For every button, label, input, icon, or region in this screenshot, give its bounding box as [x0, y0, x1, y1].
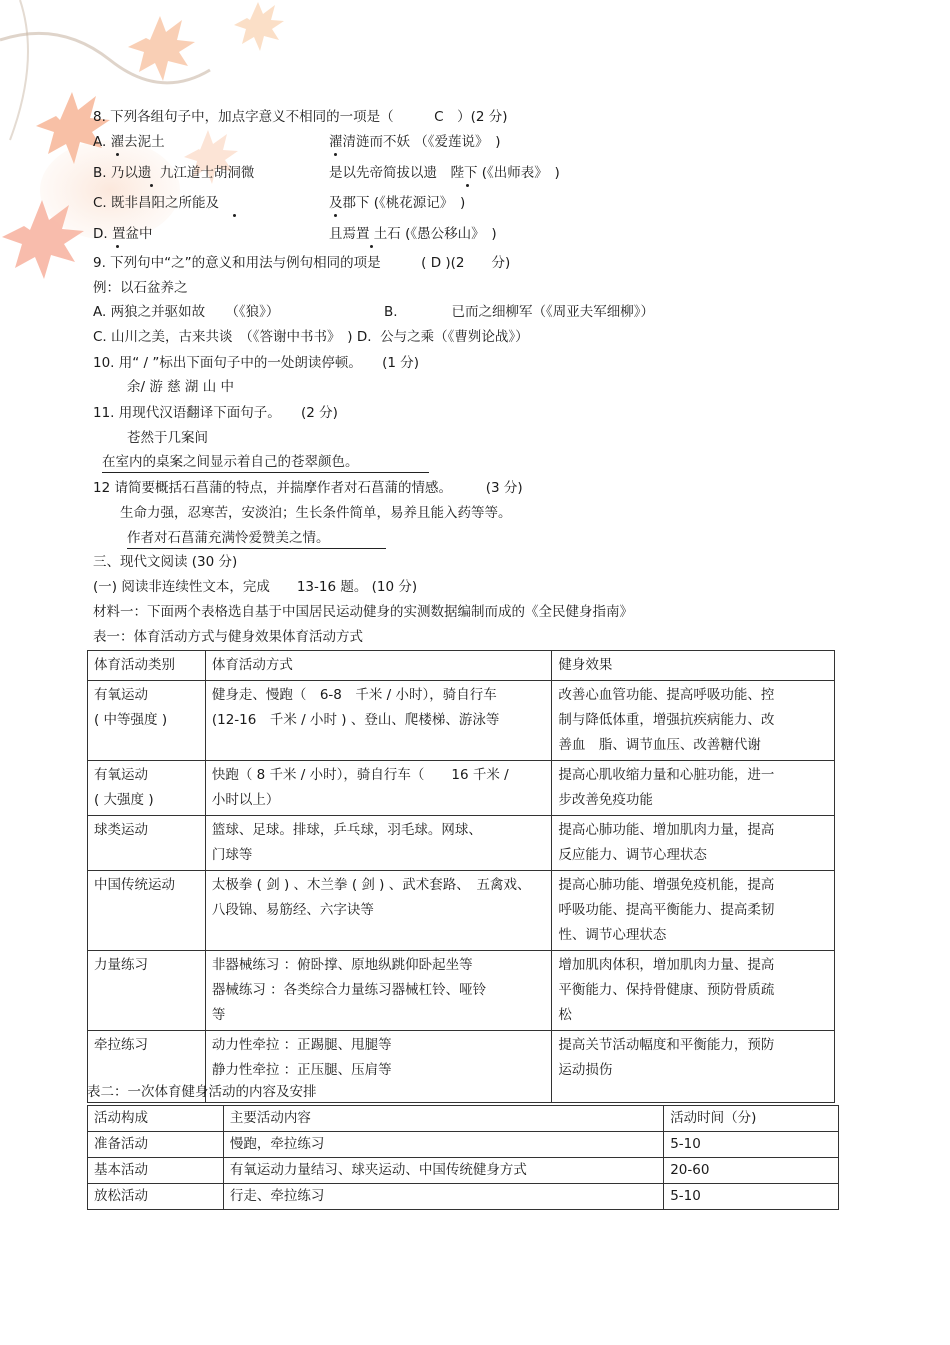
table-row: [88, 1158, 839, 1184]
q11-stem: 11. 用现代汉语翻译下面句子。 (2 分): [93, 405, 338, 421]
fitness-table-1: [87, 650, 835, 1103]
emphasis-dot: [370, 245, 373, 248]
emphasis-dot: [334, 214, 337, 217]
table-cell: 慢跑，牵拉练习: [223, 1132, 663, 1158]
q12-answer-1: 生命力强，忍寒苦，安淡泊；生长条件简单，易养且能入药等等。: [120, 505, 512, 521]
table-cell: 增加肌肉体积，增加肌肉力量、提高 平衡能力、保持骨健康、预防骨质疏 松: [552, 951, 835, 1031]
table-cell: 牵拉练习: [88, 1031, 206, 1103]
table-cell: 20-60: [664, 1158, 839, 1184]
table-cell: 有氧运动力量结习、球夹运动、中国传统健身方式: [223, 1158, 663, 1184]
q8-option-c-right: 及郡下 (《桃花源记》 ): [329, 195, 466, 211]
table-header-row: [88, 1106, 839, 1132]
table-row: [88, 761, 835, 816]
table-row: [88, 816, 835, 871]
q8-option-d-right: 且焉置 土石 (《愚公移山》 ): [329, 226, 497, 242]
table-cell: 太极拳 ( 剑 ) 、木兰拳 ( 剑 ) 、武术套路、 五禽戏、 八段锦、易筋经、六字诀等: [205, 871, 552, 951]
table-cell: 篮球、足球。排球，乒乓球，羽毛球。网球、 门球等: [205, 816, 552, 871]
table-header-cell: 活动构成: [88, 1106, 224, 1132]
q10-stem: 10. 用“ / ”标出下面句子中的一处朗读停顿。 (1 分): [93, 355, 420, 371]
section-title: 三、现代文阅读 (30 分): [93, 554, 238, 570]
table-cell: 改善心血管功能、提高呼吸功能、控 制与降低体重，增强抗疾病能力、改 善血 脂、调节血压、改善糖代谢: [552, 681, 835, 761]
table-header-cell: 主要活动内容: [223, 1106, 663, 1132]
table-row: [88, 681, 835, 761]
table-header-row: [88, 651, 835, 681]
fitness-table-2: [87, 1105, 839, 1210]
table-cell: 提高心肺功能、增强免疫机能，提高 呼吸功能、提高平衡能力、提高柔韧 性、调节心理状态: [552, 871, 835, 951]
section-subtitle: (一) 阅读非连续性文本，完成 13-16 题。 (10 分): [93, 579, 418, 595]
q8-option-b-right: 是以先帝简拔以遗 陛下 (《出师表》 ): [329, 165, 560, 181]
q9-option-a: A. 两狼之并驱如故 （《狼》）: [93, 304, 280, 320]
emphasis-dot: [116, 245, 119, 248]
material-intro: 材料一：下面两个表格选自基于中国居民运动健身的实测数据编制而成的《全民健身指南》: [93, 604, 633, 620]
q11-answer: 在室内的桌案之间显示着自己的苍翠颜色。: [102, 453, 429, 473]
q10-sentence: 余/ 游 慈 湖 山 中: [127, 379, 235, 395]
q9-stem: 9. 下列句中“之”的意义和用法与例句相同的项是 ( D )(2 分): [93, 255, 511, 271]
q8-option-d-left: D. 置盆中: [93, 226, 153, 242]
table-cell: 基本活动: [88, 1158, 224, 1184]
table-cell: 力量练习: [88, 951, 206, 1031]
table-cell: 准备活动: [88, 1132, 224, 1158]
table-row: [88, 1132, 839, 1158]
emphasis-dot: [116, 153, 119, 156]
q9-option-b: B. 已而之细柳军（《周亚夫军细柳》）: [384, 304, 655, 320]
table2-caption: 表二：一次体育健身活动的内容及安排: [87, 1084, 317, 1100]
q8-stem: 8. 下列各组句子中，加点字意义不相同的一项是（ C ）(2 分): [93, 109, 508, 125]
table-cell: 提高心肺功能、增加肌肉力量，提高 反应能力、调节心理状态: [552, 816, 835, 871]
emphasis-dot: [334, 153, 337, 156]
table-cell: 放松活动: [88, 1184, 224, 1210]
table-cell: 有氧运动 ( 大强度 ): [88, 761, 206, 816]
q9-option-cd: C. 山川之美，古来共谈 （《答谢中书书》 ) D. 公与之乘（《曹刿论战》）: [93, 329, 529, 345]
table-cell: 行走、牵拉练习: [223, 1184, 663, 1210]
table-header-cell: 体育活动类别: [88, 651, 206, 681]
emphasis-dot: [233, 214, 236, 217]
table-row: [88, 1184, 839, 1210]
table-cell: 健身走、慢跑（ 6-8 千米 / 小时），骑自行车 (12-16 千米 / 小时 ) 、登山、爬楼梯、游泳等: [205, 681, 552, 761]
table-row: [88, 951, 835, 1031]
leaf-icon: [234, 2, 284, 51]
q12-stem: 12 请简要概括石菖蒲的特点，并揣摩作者对石菖蒲的情感。 (3 分): [93, 480, 523, 496]
q12-answer-2: 作者对石菖蒲充满怜爱赞美之情。: [127, 529, 386, 549]
leaf-icon: [128, 16, 195, 81]
table-cell: 有氧运动 ( 中等强度 ): [88, 681, 206, 761]
table-cell: 动力性牵拉 ：正踢腿、甩腿等 静力性牵拉 ：正压腿、压肩等: [205, 1031, 552, 1103]
q11-sentence: 苍然于几案间: [127, 430, 208, 446]
table-header-cell: 体育活动方式: [205, 651, 552, 681]
emphasis-dot: [466, 184, 469, 187]
table-cell: 提高心肌收缩力量和心脏功能，进一 步改善免疫功能: [552, 761, 835, 816]
q8-option-a-right: 濯清涟而不妖 （《爱莲说》 ): [329, 134, 501, 150]
table-cell: 中国传统运动: [88, 871, 206, 951]
table-cell: 球类运动: [88, 816, 206, 871]
table-cell: 5-10: [664, 1184, 839, 1210]
q8-option-a-left: A. 濯去泥土: [93, 134, 165, 150]
table-header-cell: 活动时间（分): [664, 1106, 839, 1132]
table-cell: 5-10: [664, 1132, 839, 1158]
table-cell: 快跑（ 8 千米 / 小时），骑自行车（ 16 千米 / 小时以上）: [205, 761, 552, 816]
table-cell: 提高关节活动幅度和平衡能力，预防 运动损伤: [552, 1031, 835, 1103]
table-cell: 非器械练习 ：俯卧撑、原地纵跳仰卧起坐等 器械练习 ：各类综合力量练习器械杠铃、哑铃 等: [205, 951, 552, 1031]
table1-caption: 表一：体育活动方式与健身效果体育活动方式: [93, 629, 363, 645]
emphasis-dot: [150, 184, 153, 187]
table-header-cell: 健身效果: [552, 651, 835, 681]
q8-option-c-left: C. 既非昌阳之所能及: [93, 195, 220, 211]
q9-example: 例：以石盆养之: [93, 280, 188, 296]
q8-option-b-left: B. 乃以遗 九江道士胡洞微: [93, 165, 255, 181]
table-row: [88, 871, 835, 951]
